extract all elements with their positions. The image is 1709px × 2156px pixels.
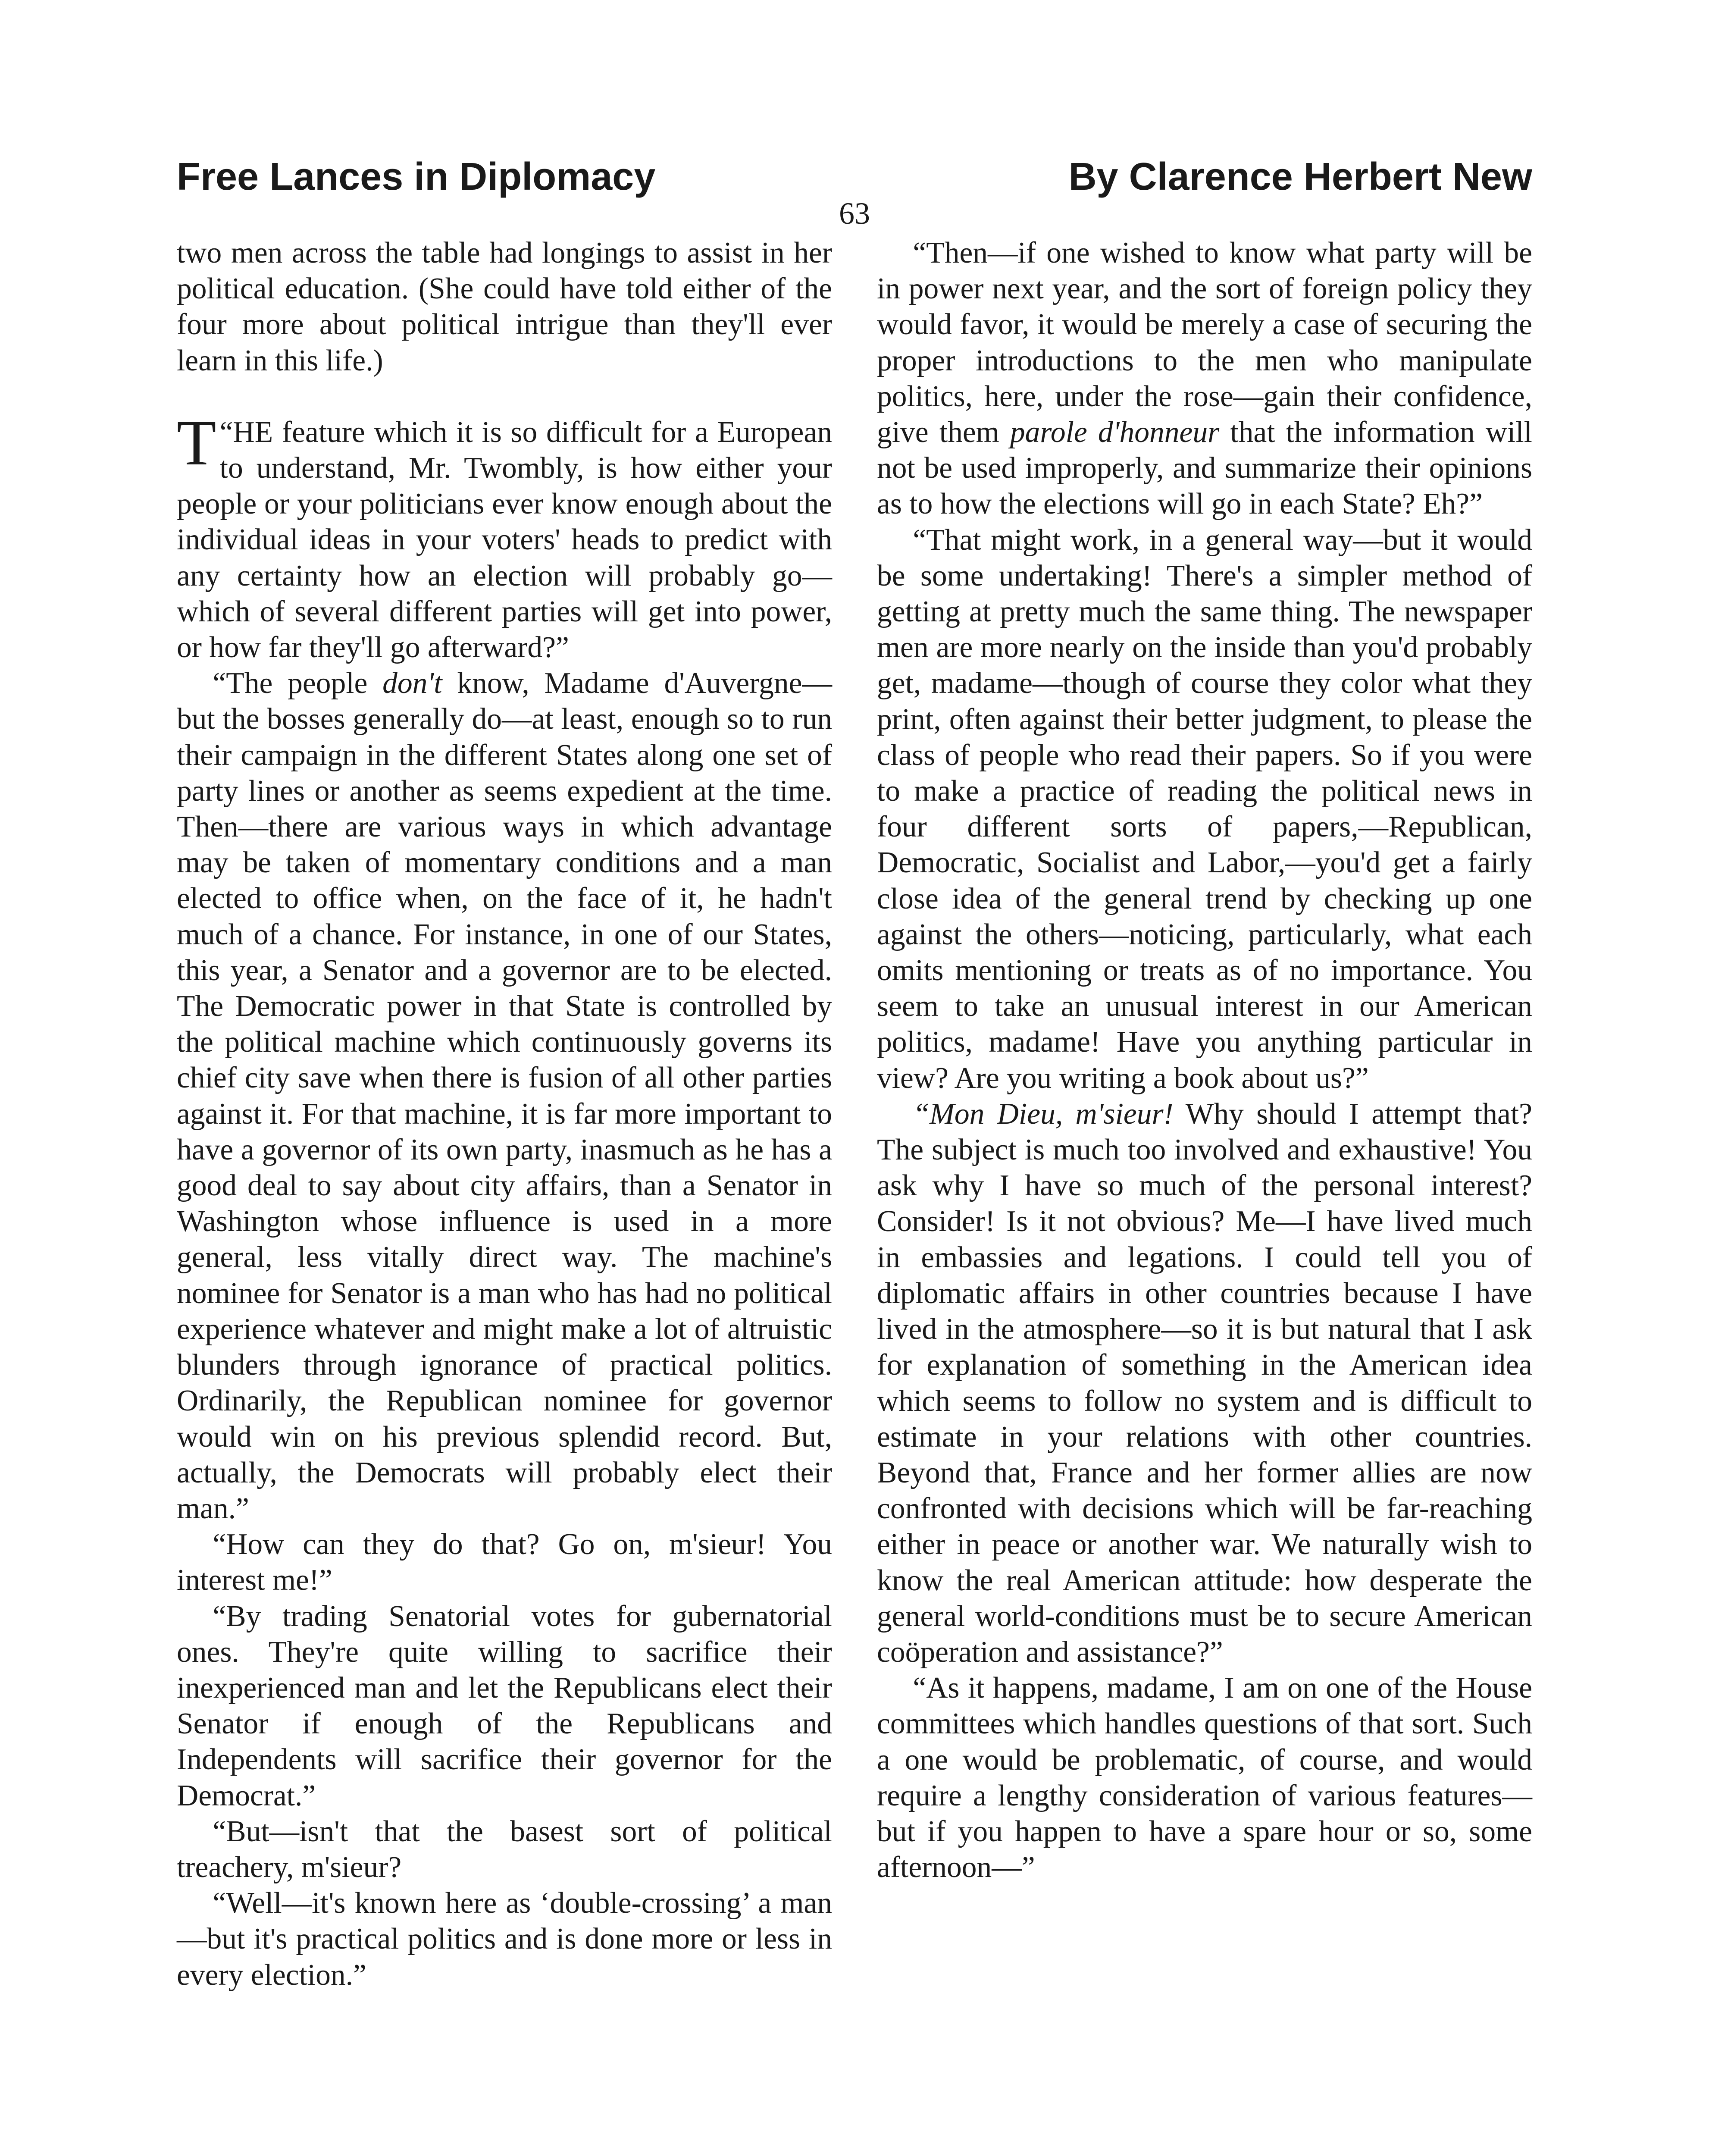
paragraph: “Well—it's known here as ‘double-crossing’ a man—but it's practical politics and is done more or less in every election.” <box>177 1887 832 1992</box>
open-quote: “ <box>219 415 233 449</box>
paragraph: two men across the table had longings to assist in her political education. (She could have told either of the four more about political intrigue than they'll ever learn in this life.) <box>177 236 832 377</box>
paragraph: “By trading Senatorial votes for gubernatorial ones. They're quite willing to sacrifice their inexperienced man and let the Republicans elect their Senator if enough of the Republicans and Independents will sacrifice their governor for the Democrat.” <box>177 1599 832 1812</box>
paragraph <box>177 665 832 1526</box>
author-byline: By Clarence Herbert New <box>1068 155 1532 198</box>
paragraph-text: HE feature which it is so difficult for a European to understand, Mr. Twombly, is how either your people or your politicians ever know enough about the individual ideas in your voters' heads to predict with any certainty how an election will probably go—which of several different parties will get into power, or how far they'll go afterward?” <box>177 415 832 664</box>
dropcap-paragraph <box>177 407 832 665</box>
paragraph <box>877 1096 1532 1670</box>
emphasis-text: parole d'honneur <box>1010 416 1220 449</box>
text-run: “Then—if one wished to know what party will be in power next year, and the sort of foreign policy they would favor, it would be merely a case of securing the proper introductions to the men who manipulate politics, here, under the rose—gain their confidence, give them <box>877 236 1532 449</box>
paragraph <box>877 235 1532 522</box>
story-title: Free Lances in Diplomacy <box>177 155 656 198</box>
text-run: “The people <box>213 667 383 700</box>
page-number: 63 <box>839 196 870 231</box>
text-run: that the information will not be used improperly, and summarize their opinions as to how the elections will go in each State? Eh?” <box>877 416 1532 521</box>
drop-cap-letter: T <box>177 407 216 479</box>
paragraph: “As it happens, madame, I am on one of the House committees which handles questions of that sort. Such a one would be problematic, of course, and would require a lengthy consideration of various features—but if you happen to have a spare hour or so, some afternoon—” <box>877 1671 1532 1884</box>
emphasis-text: don't <box>382 667 442 700</box>
paragraph: “But—isn't that the basest sort of political treachery, m'sieur? <box>177 1814 832 1884</box>
left-text-column <box>177 235 832 1993</box>
text-run: know, Madame d'Auvergne—but the bosses generally do—at least, enough so to run their campaign in the different States along one set of party lines or another as seems expedient at the time. Then—there are various ways in which advantage may be taken of momentary conditions and a man elected to office when, on the face of it, he hadn't much of a chance. For instance, in one of our States, this year, a Senator and a governor are to be elected. The Democratic power in that State is controlled by the political machine which continuously governs its chief city save when there is fusion of all other parties against it. For that machine, it is far more important to have a governor of its own party, inasmuch as he has a good deal to say about city affairs, than a Senator in Washington whose influence is used in a more general, less vitally direct way. The machine's nominee for Senator is a man who has had no political experience whatever and might make a lot of altruistic blunders through ignorance of practical politics. Ordinarily, the Republican nominee for governor would win on his previous splendid record. But, actually, the Democrats will probably elect their man.” <box>177 667 832 1525</box>
right-text-column <box>877 235 1532 1885</box>
paragraph: “How can they do that? Go on, m'sieur! You interest me!” <box>177 1528 832 1597</box>
text-run: Why should I attempt that? The subject is much too involved and exhaustive! You ask why I have so much of the personal interest? Consider! Is it not obvious? Me—I have lived much in embassies and legations. I could tell you of diplomatic affairs in other countries because I have lived in the atmosphere—so it is but natural that I ask for explanation of something in the American idea which seems to follow no system and is difficult to estimate in your relations with other countries. Beyond that, France and her former allies are now confronted with decisions which will be far-reaching either in peace or another war. We naturally wish to know the real American attitude: how desperate the general world-conditions must be to secure American coöperation and assistance?” <box>877 1097 1533 1669</box>
emphasis-text: “Mon Dieu, m'sieur! <box>913 1097 1174 1131</box>
paragraph: “That might work, in a general way—but it would be some undertaking! There's a simpler method of getting at pretty much the same thing. The newspaper men are more nearly on the inside than you'd probably get, madame—though of course they color what they print, often against their better judgment, to please the class of people who read their papers. So if you were to make a practice of reading the political news in four different sorts of papers,—Republican, Democratic, Socialist and Labor,—you'd get a fairly close idea of the general trend by checking up one against the others—noticing, particularly, what each omits mentioning or treats as of no importance. You seem to take an unusual interest in our American politics, madame! Have you anything particular in view? Are you writing a book about us?” <box>877 523 1532 1095</box>
